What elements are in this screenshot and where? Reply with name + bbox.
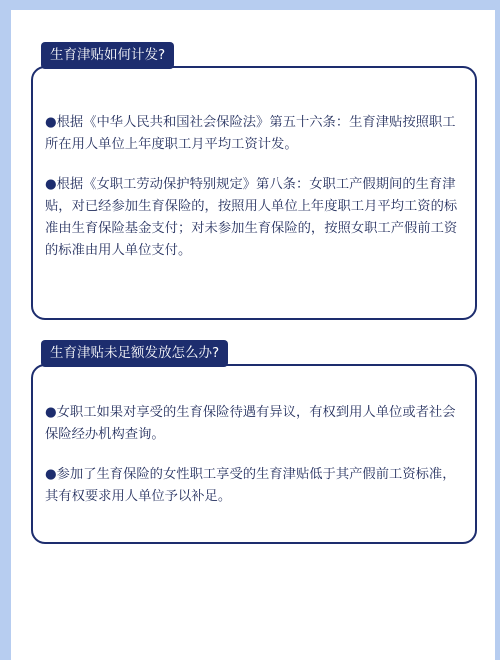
card-body (45, 402, 461, 526)
paragraph-text: 根据《女职工劳动保护特别规定》第八条：女职工产假期间的生育津贴，对已经参加生育保险的，按照用人单位上年度职工月平均工资的标准由生育保险基金支付；对未参加生育保险的，按照女职工产假前工资的标准由用人单位支付。 (45, 177, 458, 258)
card-body (45, 112, 461, 280)
bullet-icon: ● (45, 115, 57, 130)
page (11, 10, 495, 660)
paragraph-text: 参加了生育保险的女性职工享受的生育津贴低于其产假前工资标准，其有权要求用人单位予以补足。 (45, 467, 456, 504)
paragraph-text: 女职工如果对享受的生育保险待遇有异议，有权到用人单位或者社会保险经办机构查询。 (45, 405, 456, 442)
section-heading: 生育津贴如何计发? (41, 42, 174, 69)
content-card (31, 66, 477, 320)
bullet-icon: ● (45, 405, 57, 420)
paragraph (45, 402, 461, 446)
paragraph-text: 根据《中华人民共和国社会保险法》第五十六条：生育津贴按照职工所在用人单位上年度职工月平均工资计发。 (45, 115, 456, 152)
paragraph (45, 464, 461, 508)
paragraph (45, 112, 461, 156)
bullet-icon: ● (45, 177, 57, 192)
paragraph (45, 174, 461, 262)
section-heading: 生育津贴未足额发放怎么办? (41, 340, 228, 367)
bullet-icon: ● (45, 467, 57, 482)
content-card (31, 364, 477, 544)
